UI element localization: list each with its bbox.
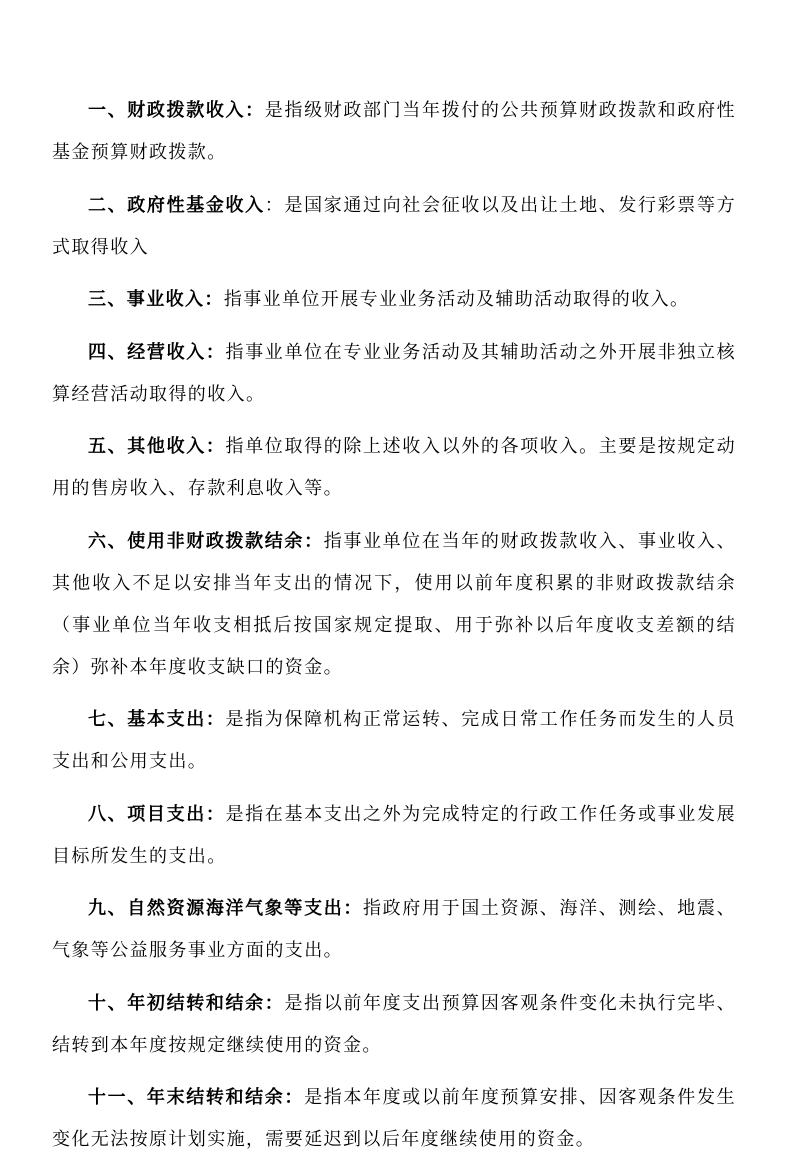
term-label: 一、财政拨款收入：: [88, 100, 265, 121]
paragraph-basic-expenditure: [52, 699, 736, 783]
term-definition: 是指在基本支出之外为完成特定的行政工作任务或事业发展目标所发生的支出。: [52, 803, 736, 867]
paragraph-business-income: [52, 279, 736, 321]
term-label: 七、基本支出：: [88, 709, 226, 730]
term-label: 十、年初结转和结余：: [88, 992, 285, 1014]
paragraph-fiscal-appropriation-income: [52, 90, 736, 174]
term-definition: 是指为保障机构正常运转、完成日常工作任务而发生的人员支出和公用支出。: [52, 709, 736, 772]
paragraph-operating-income: [52, 332, 736, 416]
paragraph-other-income: [52, 426, 736, 510]
paragraph-closing-carryover: [52, 1077, 736, 1161]
term-label: 六、使用非财政拨款结余：: [88, 530, 324, 552]
document-body: [52, 90, 736, 1172]
term-label: 二、政府性基金收入: [88, 194, 265, 216]
paragraph-government-fund-income: [52, 185, 736, 269]
paragraph-non-fiscal-balance-use: [52, 521, 736, 689]
term-label: 十一、年末结转和结余：: [88, 1087, 305, 1108]
term-definition: ：是国家通过向社会征收以及出让土地、发行彩票等方式取得收入: [52, 194, 736, 258]
term-definition: 指政府用于国土资源、海洋、测绘、地震、气象等公益服务事业方面的支出。: [52, 898, 736, 961]
paragraph-natural-resources-expenditure: [52, 888, 736, 972]
term-definition: 是指本年度或以前年度预算安排、因客观条件发生变化无法按原计划实施，需要延迟到以后年度继续使用的资金。: [52, 1087, 736, 1150]
term-definition: 指单位取得的除上述收入以外的各项收入。主要是按规定动用的售房收入、存款利息收入等。: [52, 436, 736, 499]
paragraph-opening-carryover: [52, 983, 736, 1067]
term-definition: 是指级财政部门当年拨付的公共预算财政拨款和政府性基金预算财政拨款。: [52, 100, 736, 163]
term-label: 八、项目支出：: [88, 803, 226, 825]
term-definition: 指事业单位在专业业务活动及其辅助活动之外开展非独立核算经营活动取得的收入。: [52, 341, 736, 405]
term-label: 九、自然资源海洋气象等支出：: [88, 898, 364, 919]
term-label: 三、事业收入：: [88, 289, 224, 310]
paragraph-project-expenditure: [52, 794, 736, 878]
term-definition: 是指以前年度支出预算因客观条件变化未执行完毕、结转到本年度按规定继续使用的资金。: [52, 992, 736, 1056]
term-label: 五、其他收入：: [88, 436, 226, 457]
term-definition: 指事业单位开展专业业务活动及辅助活动取得的收入。: [223, 289, 690, 310]
term-label: 四、经营收入：: [88, 341, 226, 363]
term-definition: 指事业单位在当年的财政拨款收入、事业收入、其他收入不足以安排当年支出的情况下，使用以前年度积累的非财政拨款结余（事业单位当年收支相抵后按国家规定提取、用于弥补以后年度收支差额的结余）弥补本年度收支缺口的资金。: [52, 530, 736, 678]
